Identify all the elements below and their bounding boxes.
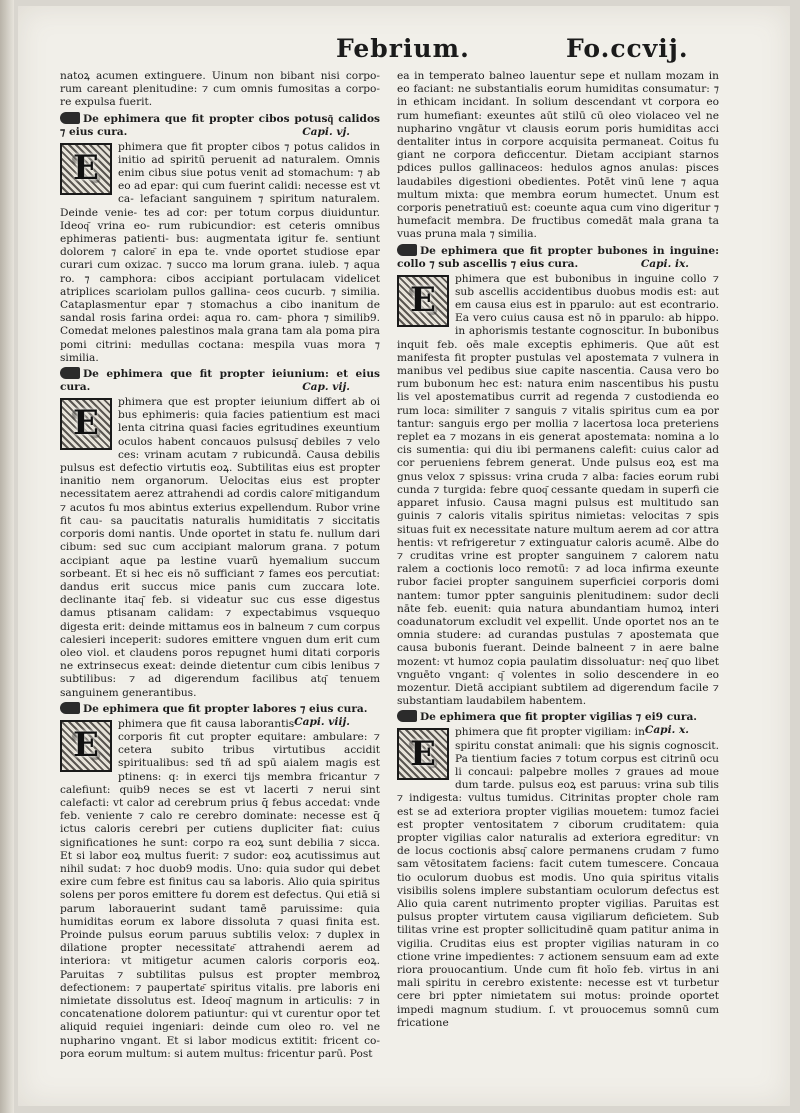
chapter-title: De ephimera que fit propter bubones in inguine: collo ⁊ sub ascellis ⁊ eius cura. xyxy=(397,244,719,270)
paragraph: phimera que fit causa laborantis corporis fit cut propter equitare: ambulare: ⁊ cetera subito tribus virtutibus accidit spiritualibus: sed tñ ad spū aialem magis est ptinens: q: in exerci tijs membra fricantur ⁊ calefiunt: quib9 neces se est vt lacerti ⁊ nerui sint calefacti: vt calor ad cerebrum prius q̄ febus accedat: vnde feb. veniente ⁊ calo re cerebro dominate: necesse est q̄ ictus caloris cerebri per cutiens dupliciter fiat: cuius significationes he sunt: corpo ra eoꝝ sunt debilia ⁊ sicca. Et si labor eoꝝ multus fuerit: ⁊ sudor: eoꝝ acutissimus aut nihil sudat: ⁊ hoc duob9 modis. Uno: quia sudor qui debet exire cum febre est finitus cau sa laboris. Alio quia spiritus solens per poros emittere fu dorem est defectus. Qui etiā si parum laborauerint sudant tamē paruissime: quia humiditas eorum ex labore dissoluta ⁊ quasi finita est. Proinde pulsus eorum paruus subtilis velox: ⁊ duplex in dilatione propter necessitate͂ attrahendi aerem ad interiora: vt mitigetur acumen caloris corporis eoꝝ. Paruitas ⁊ subtilitas pulsus est propter membroꝝ defectionem: ⁊ paupertate͂ spiritus vitalis. pre laboris eni nimietate dissolutus est. Ideoq͂ magnum in articulis: ⁊ in concatenatione dolorem patiuntur: qui vt curentur opor tet aliquid requiei ingeniari: deinde cum oleo ro. vel ne nupharino vngant. Et si labor modicus extitit: fricent co‑ pora eorum multum: si autem multus: fricentur parū. Post xyxy=(60,717,380,1060)
chapter-number: Capi. ix. xyxy=(640,257,689,270)
pilcrow-icon xyxy=(397,244,417,256)
pilcrow-icon xyxy=(60,367,80,379)
left-column xyxy=(60,70,380,1061)
chapter-number: Capi. viij. xyxy=(294,715,350,728)
pilcrow-icon xyxy=(60,702,80,714)
chapter-heading xyxy=(60,112,380,139)
right-column xyxy=(397,70,719,1030)
initial-letter: E xyxy=(73,148,99,188)
page-header xyxy=(0,34,800,74)
initial-letter: E xyxy=(410,733,436,774)
folio-number: Fo.ccvij. xyxy=(566,34,689,63)
initial-letter: E xyxy=(73,725,99,766)
decorated-initial xyxy=(60,720,112,772)
paragraph: phimera que est bubonibus in inguine collo ⁊ sub ascellis accidentibus duobus modis est: aut em causa eius est in pparulo: aut est econtrario. Ea vero cuius causa est nō in pparulo: ab hippo. in aphorismis testante cognoscitur. In bubonibus inquit feb. oēs male exceptis ephimeris. Que aūt est manifesta fit propter pustulas vel apostemata ⁊ vulnera in manibus vel pedibus siue capite nascentia. Causa vero bo rum bubonum hec est: natura enim nascentibus his pustu lis vel apostematibus currit ad regenda ⁊ custodienda eo rum loca: similiter ⁊ sanguis ⁊ vitalis spiritus cum ea por tantur: sanguis ergo per mollia ⁊ lacertosa loca preteriens replet ea ⁊ mozans in eis generat apostemata: nomina a lo cis sumentia: qui diu ibi permanens calefit: cuius calor ad cor perueniens febrem generat. Unde pulsus eoꝝ est ma gnus velox ⁊ spissus: vrina cruda ⁊ alba: facies eorum rubi cunda ⁊ turgida: febre quoq͂ cessante quedam in superfi cie apparet infusio. Causa magni pulsus est multitudo san guinis ⁊ caloris vitalis spiritus nimietas: velocitas ⁊ spis situas fuit ex necessitate nature multum aerem ad cor attra hentis: vt refrigeretur ⁊ extinguatur caloris acumē. Albe do ⁊ cruditas vrine est propter sanguinem ⁊ calorem natu ralem a coctionis loco remotū: ⁊ ad loca infirma exeunte rubor faciei propter sanguinem superficiei corporis domi nantem: tumor ppter sanguinis plenitudinem: sudor decli nāte feb. euenit: quia natura abundantiam humoꝝ interi coadunatorum excludit vel expellit. Unde oportet nos an te omnia studere: ad curandas pustulas ⁊ apostemata que causa bubonis fuerant. Deinde balneent ⁊ in aere balne mozent: vt humoz copia paulatim dissoluatur: neq͂ quo libet vnguēto vngant: q͂ volentes in solio descendere in eo mozentur. Dietā accipiant subtilem ad digerendum facile ⁊ substantiam laudabilem habentem. xyxy=(397,272,719,708)
initial-letter: E xyxy=(73,403,99,444)
pilcrow-icon xyxy=(397,710,417,722)
paragraph: phimera que fit propter cibos ⁊ potus calidos in initio ad spiritū peruenit ad naturalem. Omnis enim cibus siue potus venit ad stomachum: ⁊ ab eo ad epar: qui cum fuerint calidi: necesse est vt ca‑ lefaciant sanguinem ⁊ spiritum naturalem. Deinde venie‑ tes ad cor: per totum corpus diuiduntur. Ideoq͂ vrina eo‑ rum rubicundior: est ceteris omnibus ephimeras patienti‑ bus: augmentata igitur fe. sentiunt dolorem ⁊ calore͂ in epa te. vnde oportet studiose epar curari cum oxizac. ⁊ succo ma lorum grana. iuleb. ⁊ aqua ro. ⁊ camphora: cibos accipiant portulacam videlicet atriplices scariolam pullos gallina‑ ceos cucurb. ⁊ similia. Cataplasmentur epar ⁊ stomachus a cibo inanitum de sandal rosis farina ordei: aqua ro. cam‑ phora ⁊ similib9. Comedat melones palestinos mala grana tam ala poma pira pomi citrini: medullas coctana: mespila vuas mora ⁊ similia. xyxy=(60,140,380,364)
initial-letter: E xyxy=(410,280,436,321)
pilcrow-icon xyxy=(60,112,80,124)
chapter-number: Cap. vij. xyxy=(302,381,350,394)
paragraph: phimera que est propter ieiunium differt ab oi bus ephimeris: quia facies patientium est maci lenta citrina quasi facies egritudines exeuntium oculos habent concauos pulsusq͂ debiles ⁊ velo ces: vrinam acutam ⁊ rubicundā. Causa debilis pulsus est defectio virtutis eoꝝ. Subtilitas eius est propter inanitio nem organorum. Uelocitas eius est propter necessitatem aerez attrahendi ad cordis calore͂ mitigandum ⁊ acutos fu mos abintus exterius expellendum. Rubor vrine fit cau‑ sa paucitatis naturalis humiditatis ⁊ siccitatis corporis domi nantis. Unde oportet in statu fe. nullum dari cibum: sed suc cum accipiant malorum grana. ⁊ potum accipiant aque pa lestine vuarū hyemalium succum sorbeant. Et si hec eis nō sufficiant ⁊ fames eos percutiat: dandus erit succus mice panis cum zuccara lote. declinante itaq͂ feb. si videatur suc cus esse digestus damus ptisanam calidam: ⁊ expectabimus vsquequo digesta erit: deinde mittamus eos in balneum ⁊ cum corpus calesieri inceperit: sudores emittere vnguen dum erit cum oleo viol. et claudens poros repugnet humi ditati corporis ne extrinsecus exeat: deinde dietentur cum cibis lenibus ⁊ subtilibus: ⁊ ad digerendum facilibus atq͂ tenuem sanguinem generantibus. xyxy=(60,396,380,699)
running-head: Febrium. xyxy=(336,34,470,63)
binding-shadow xyxy=(0,0,14,1113)
chapter-heading xyxy=(60,702,380,728)
chapter-number: Capi. x. xyxy=(644,724,689,737)
chapter-heading xyxy=(397,710,719,737)
chapter-title: De ephimera que fit propter cibos potusq͂ calidos ⁊ eius cura. xyxy=(60,112,380,138)
decorated-initial xyxy=(397,275,449,327)
paragraph: ea in temperato balneo lauentur sepe et nullam mozam in eo faciant: ne substantialis eorum humiditas consumatur: ⁊ in ethicam incidant. In solium descendant vt corpora eo rum humefiant: exeuntes aūt stilū cū oleo violaceo vel ne nupharino vngātur vt clausis eorum poris humiditas acci dentaliter intus in corpore acquisita permaneat. Coitus fu giant ne corpora deficcentur. Dietam accipiant starnos pdices pullos gallinaceos: hedulos agnos anulas: pisces laudabiles digestioni obedientes. Potēt vinū lene ⁊ aqua multum mixta: que membra eorum humectet. Unum est corporis penetratiuū est: coeunte aqua cum vino digeritur ⁊ humefacit membra. De fructibus comedāt mala grana ta vuas pruna mala ⁊ similia. xyxy=(397,70,719,241)
chapter-heading xyxy=(397,244,719,271)
paragraph: phimera que fit propter vigiliam: in spiritu constat animali: que his signis cognoscit. Pa tientium facies ⁊ totum corpus est citrinū ocu li concaui: palpebre molles ⁊ graues ad moue dum tarde. pulsus eoꝝ est paruus: vrina sub tilis ⁊ indigesta: vultus tumidus. Citrinitas propter chole ram est se ad exteriora propter vigilias mouetem: tumoz faciei est propter ventositatem ⁊ ciborum cruditatem: quia propter vigilias calor naturalis ad exteriora egreditur: vn de locus coctionis absq͂ calore permanens crudam ⁊ fumo sam vētositatem faciens: facit cutem tumescere. Concaua tio oculorum duobus est modis. Uno quia spiritus vitalis visibilis solens implere substantiam oculorum defectus est Alio quia carent nutrimento propter vigilias. Paruitas est pulsus propter virtutem causa vigiliarum deficietem. Sub tilitas vrine est propter sollicitudinē quam patitur anima in vigilia. Cruditas eius est propter vigilias naturam in co ctione vrine impedientes: ⁊ actionem sensuum eam ad exte riora prouocantium. Unde cum fit hoīo feb. virtus in ani mali spiritu in cerebro existente: necesse est vt turbetur cere bri ppter nimietatem sui motus: proinde oportet impedi magnum studium. ſ. vt prouocemus somnū cum fricatione xyxy=(397,726,719,1029)
chapter-title: De ephimera que fit propter ieiunium: et eius cura. xyxy=(60,368,380,394)
decorated-initial xyxy=(60,143,112,195)
paragraph: natoꝝ acumen extinguere. Uinum non bibant nisi corpo‑ rum careant plenitudine: ⁊ cum omnis fumositas a corpo‑ re expulsa fuerit. xyxy=(60,70,380,109)
decorated-initial xyxy=(60,398,112,450)
chapter-number: Capi. vj. xyxy=(302,125,350,138)
decorated-initial xyxy=(397,728,449,780)
chapter-heading xyxy=(60,367,380,394)
chapter-title: De ephimera que fit propter labores ⁊ eius cura. xyxy=(83,702,368,715)
chapter-title: De ephimera que fit propter vigilias ⁊ ei9 cura. xyxy=(420,711,697,724)
